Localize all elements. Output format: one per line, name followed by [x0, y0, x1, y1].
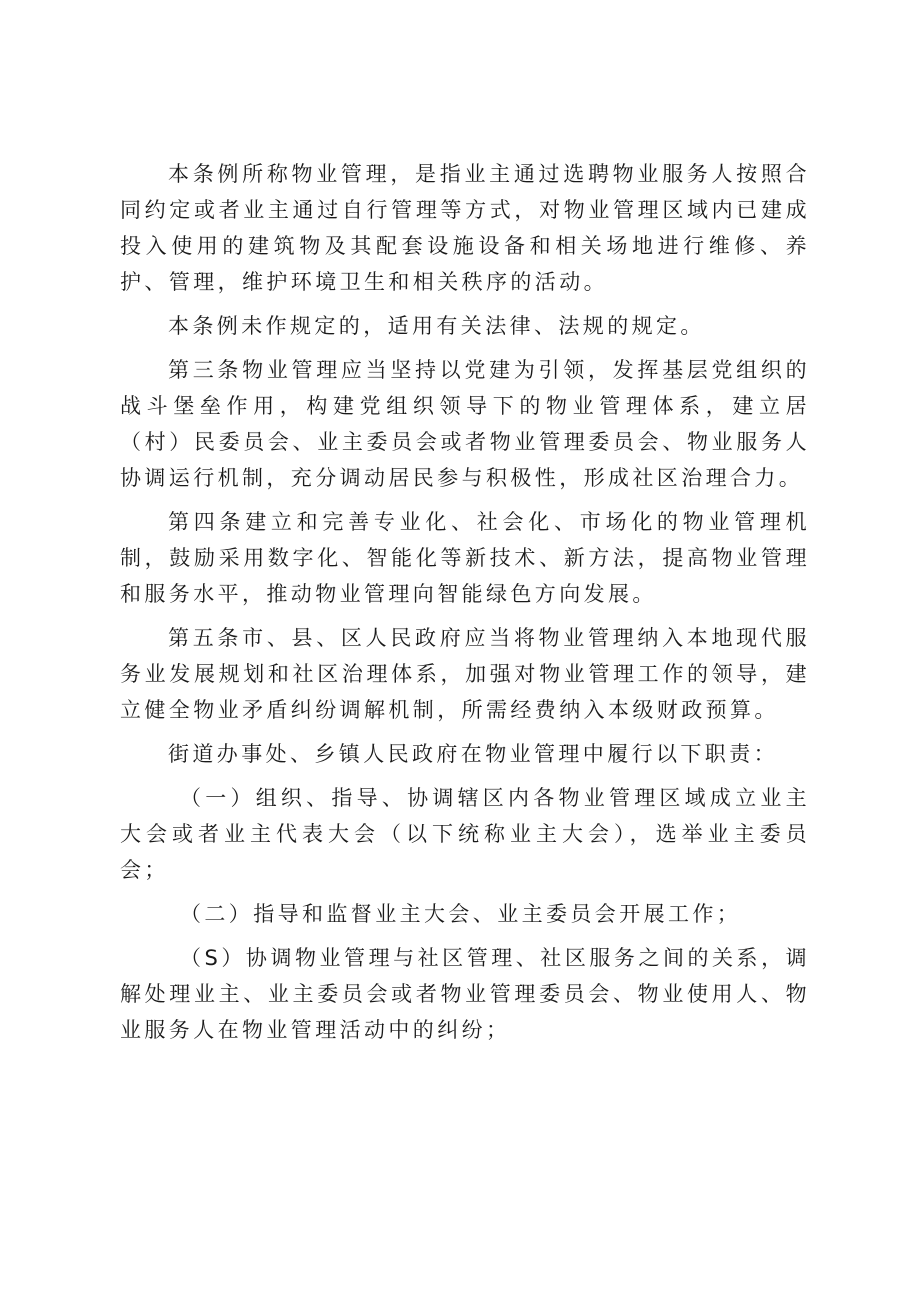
paragraph-applicable-law: 本条例未作规定的，适用有关法律、法规的规定。 — [168, 314, 705, 338]
paragraph-duty-2: （二）指导和监督业主大会、业主委员会开展工作； — [180, 902, 742, 926]
paragraph-article-3: 第三条物业管理应当坚持以党建为引领，发挥基层党组织的战斗堡垒作用，构建党组织领导下的物业管理体系，建立居（村）民委员会、业主委员会或者物业管理委员会、物业服务人协调运行机制，充分调动居民参与积极性，形成社区治理合力。 — [120, 358, 810, 490]
paragraph-duty-1: （一）组织、指导、协调辖区内各物业管理区域成立业主大会或者业主代表大会（以下统称业主大会），选举业主委员会； — [120, 786, 810, 882]
paragraph-article-4: 第四条建立和完善专业化、社会化、市场化的物业管理机制，鼓励采用数字化、智能化等新技术、新方法，提高物业管理和服务水平，推动物业管理向智能绿色方向发展。 — [120, 510, 810, 606]
document-body — [120, 156, 810, 1056]
paragraph-definition: 本条例所称物业管理，是指业主通过选聘物业服务人按照合同约定或者业主通过自行管理等方式，对物业管理区域内已建成投入使用的建筑物及其配套设施设备和相关场地进行维修、养护、管理，维护环境卫生和相关秩序的活动。 — [120, 162, 810, 294]
paragraph-duty-3: （S）协调物业管理与社区管理、社区服务之间的关系，调解处理业主、业主委员会或者物业管理委员会、物业使用人、物业服务人在物业管理活动中的纠纷； — [120, 946, 810, 1042]
paragraph-article-5: 第五条市、县、区人民政府应当将物业管理纳入本地现代服务业发展规划和社区治理体系，加强对物业管理工作的领导，建立健全物业矛盾纠纷调解机制，所需经费纳入本级财政预算。 — [120, 626, 810, 722]
paragraph-duties-intro: 街道办事处、乡镇人民政府在物业管理中履行以下职责： — [168, 742, 778, 766]
